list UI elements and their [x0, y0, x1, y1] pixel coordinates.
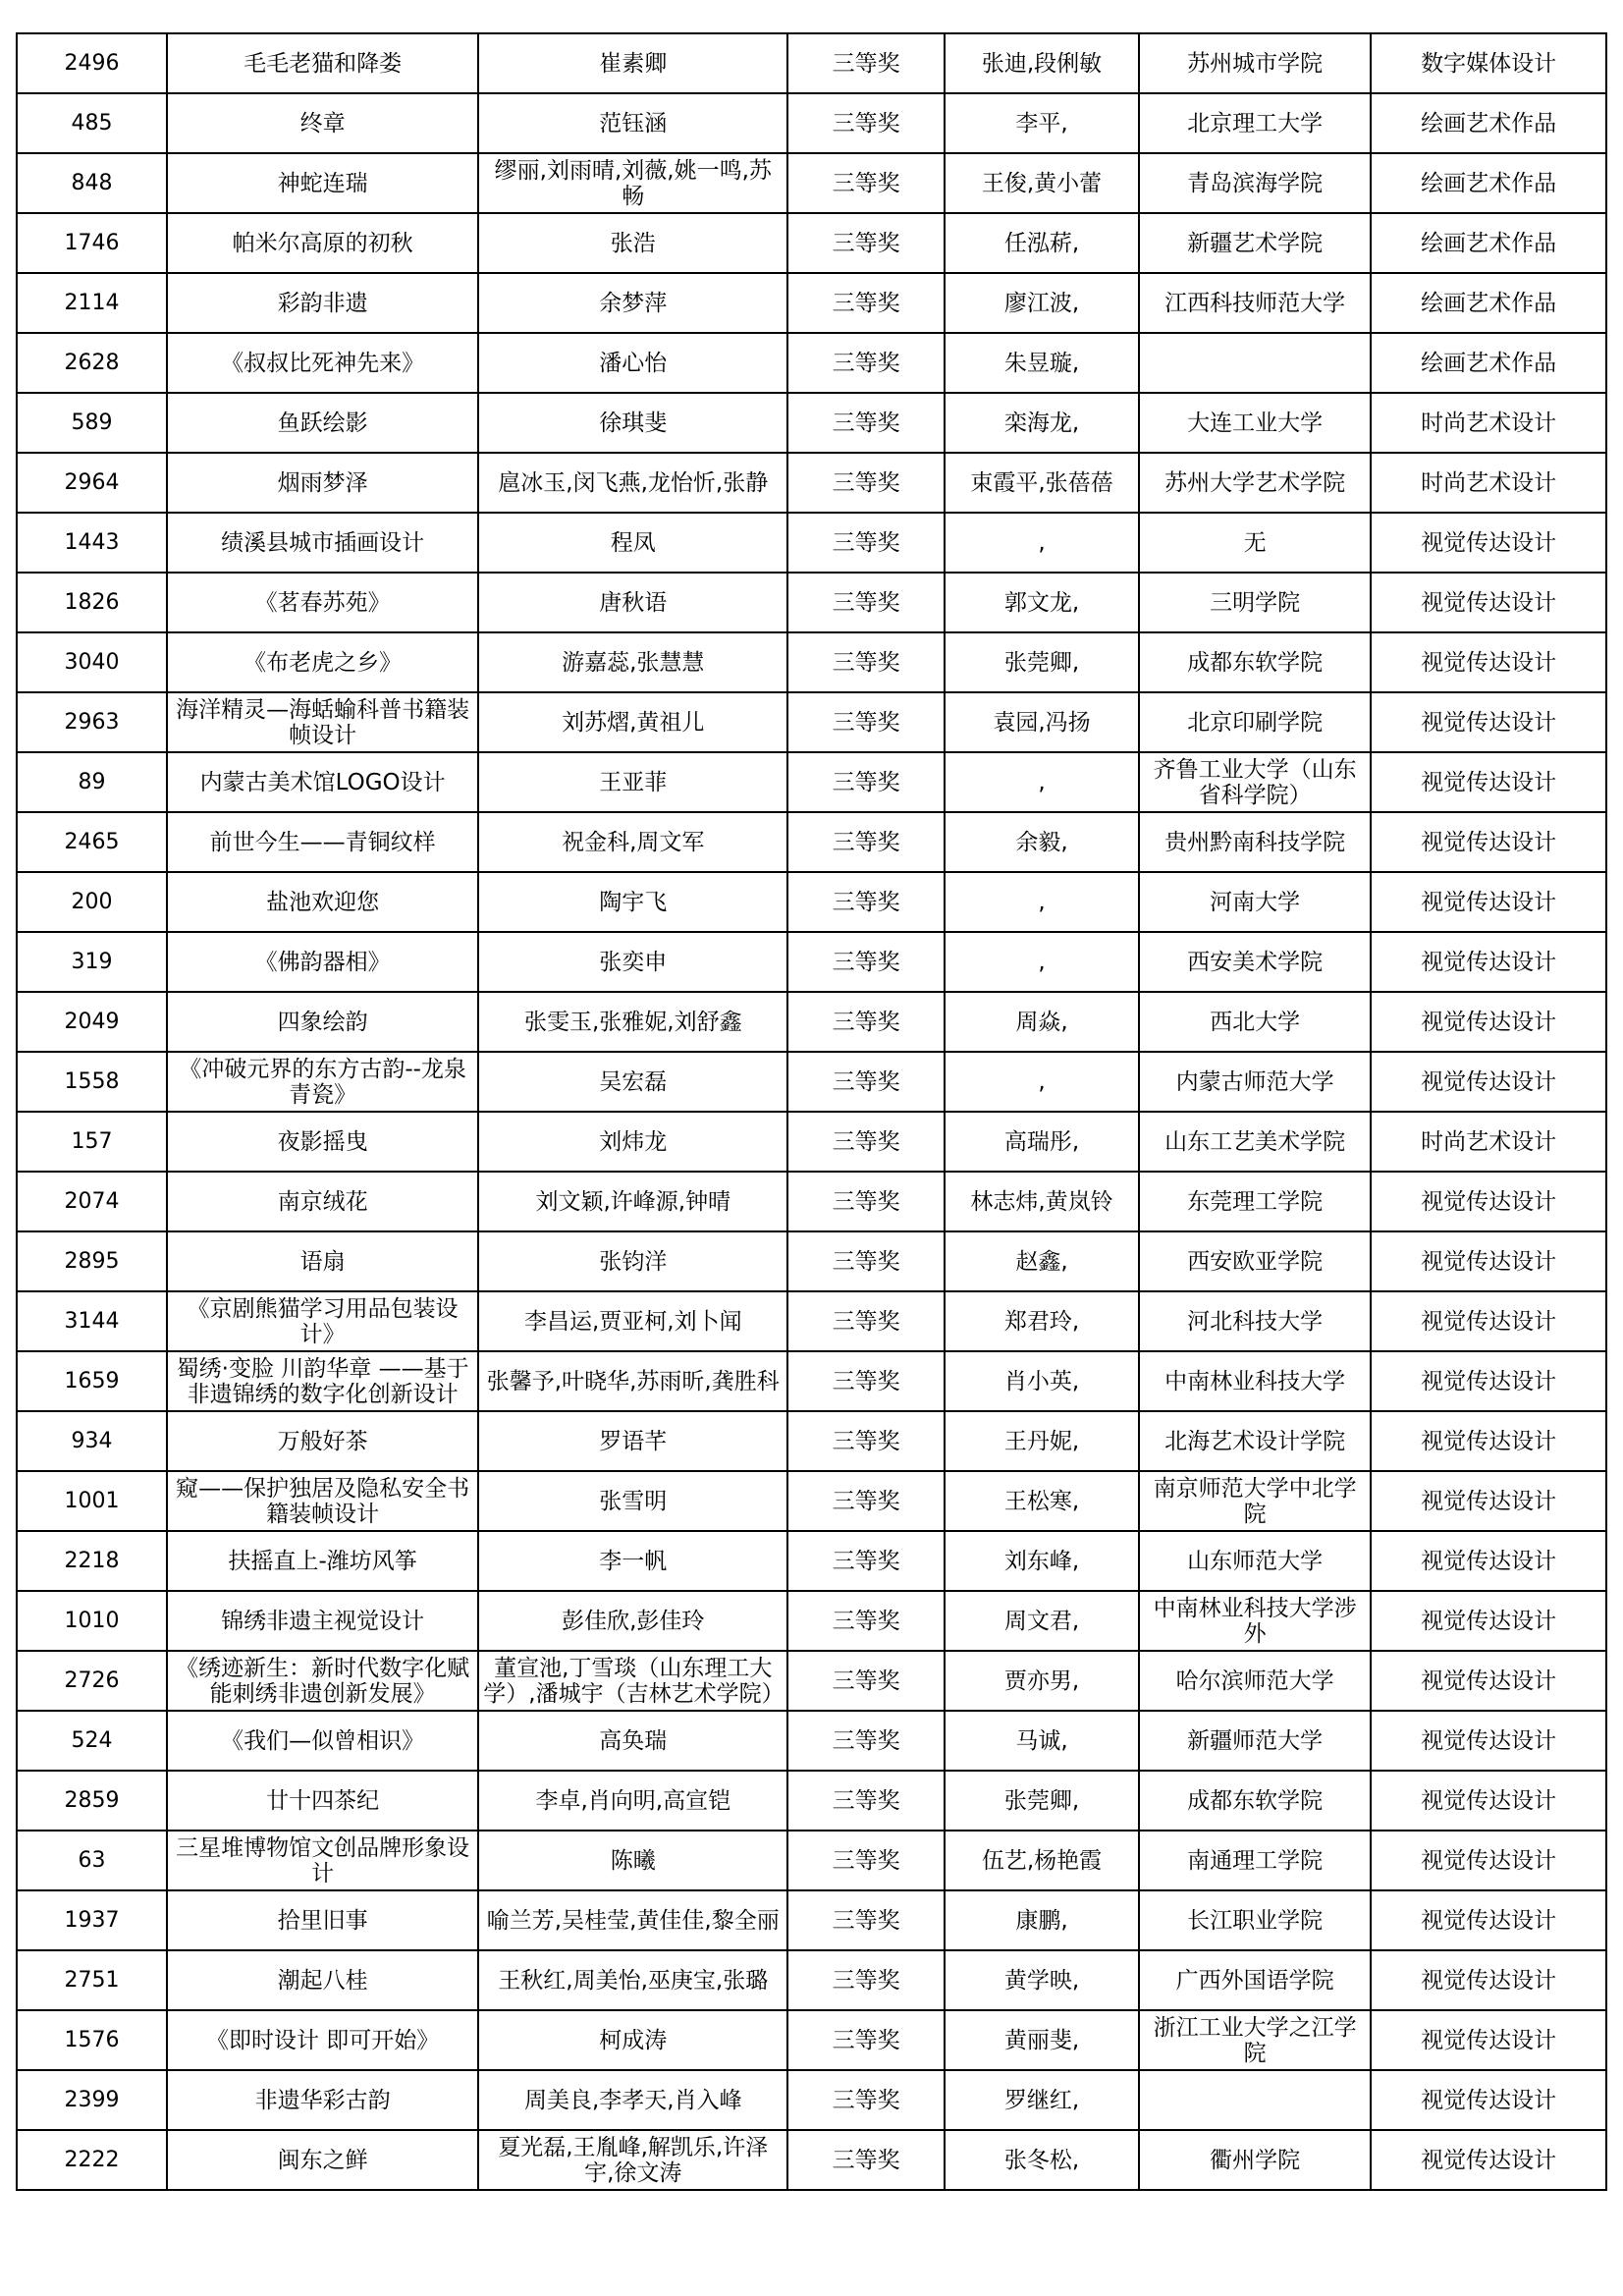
work-title-cell: 前世今生——青铜纹样 — [167, 812, 478, 872]
award-level-cell: 三等奖 — [787, 812, 945, 872]
school-cell: 新疆师范大学 — [1139, 1711, 1371, 1771]
advisors-cell: 张迪,段俐敏 — [945, 33, 1139, 93]
work-title-cell: 南京绒花 — [167, 1172, 478, 1231]
table-row — [17, 1531, 1606, 1591]
award-level-cell: 三等奖 — [787, 1231, 945, 1291]
table-row — [17, 393, 1606, 453]
authors-cell: 扈冰玉,闵飞燕,龙怡忻,张静 — [478, 453, 787, 513]
work-title-cell: 廿十四茶纪 — [167, 1771, 478, 1831]
category-cell: 时尚艺术设计 — [1371, 453, 1606, 513]
table-row — [17, 1471, 1606, 1531]
category-cell: 数字媒体设计 — [1371, 33, 1606, 93]
award-level-cell: 三等奖 — [787, 513, 945, 573]
work-title-cell: 窥——保护独居及隐私安全书籍装帧设计 — [167, 1471, 478, 1531]
category-cell: 绘画艺术作品 — [1371, 93, 1606, 153]
work-title-cell: 盐池欢迎您 — [167, 872, 478, 932]
category-cell: 视觉传达设计 — [1371, 692, 1606, 752]
authors-cell: 余梦萍 — [478, 273, 787, 333]
entry-id-cell: 1746 — [17, 213, 167, 273]
work-title-cell: 烟雨梦泽 — [167, 453, 478, 513]
advisors-cell: 高瑞彤, — [945, 1112, 1139, 1172]
award-level-cell: 三等奖 — [787, 1890, 945, 1950]
table-row — [17, 1950, 1606, 2010]
work-title-cell: 扶摇直上-潍坊风筝 — [167, 1531, 478, 1591]
table-body — [17, 33, 1606, 2190]
advisors-cell: 王俊,黄小蕾 — [945, 153, 1139, 213]
advisors-cell: 余毅, — [945, 812, 1139, 872]
school-cell: 衢州学院 — [1139, 2130, 1371, 2190]
school-cell — [1139, 2070, 1371, 2130]
entry-id-cell: 1443 — [17, 513, 167, 573]
school-cell: 新疆艺术学院 — [1139, 213, 1371, 273]
category-cell: 视觉传达设计 — [1371, 1771, 1606, 1831]
table-row — [17, 453, 1606, 513]
school-cell: 山东工艺美术学院 — [1139, 1112, 1371, 1172]
authors-cell: 范钰涵 — [478, 93, 787, 153]
table-row — [17, 213, 1606, 273]
advisors-cell: 黄学映, — [945, 1950, 1139, 2010]
work-title-cell: 《我们—似曾相识》 — [167, 1711, 478, 1771]
authors-cell: 王秋红,周美怡,巫庚宝,张璐 — [478, 1950, 787, 2010]
award-level-cell: 三等奖 — [787, 1052, 945, 1112]
award-level-cell: 三等奖 — [787, 573, 945, 632]
authors-cell: 张钧洋 — [478, 1231, 787, 1291]
table-row — [17, 33, 1606, 93]
authors-cell: 祝金科,周文军 — [478, 812, 787, 872]
table-row — [17, 333, 1606, 393]
school-cell: 苏州大学艺术学院 — [1139, 453, 1371, 513]
category-cell: 视觉传达设计 — [1371, 632, 1606, 692]
award-level-cell: 三等奖 — [787, 1711, 945, 1771]
award-level-cell: 三等奖 — [787, 1950, 945, 2010]
authors-cell: 张雪明 — [478, 1471, 787, 1531]
authors-cell: 刘苏熠,黄祖儿 — [478, 692, 787, 752]
entry-id-cell: 1010 — [17, 1591, 167, 1651]
school-cell: 南京师范大学中北学院 — [1139, 1471, 1371, 1531]
entry-id-cell: 3144 — [17, 1291, 167, 1351]
table-row — [17, 513, 1606, 573]
category-cell: 视觉传达设计 — [1371, 1890, 1606, 1950]
entry-id-cell: 589 — [17, 393, 167, 453]
entry-id-cell: 1826 — [17, 573, 167, 632]
entry-id-cell: 63 — [17, 1831, 167, 1890]
entry-id-cell: 2628 — [17, 333, 167, 393]
advisors-cell: 林志炜,黄岚铃 — [945, 1172, 1139, 1231]
table-row — [17, 2010, 1606, 2070]
work-title-cell: 锦绣非遗主视觉设计 — [167, 1591, 478, 1651]
award-level-cell: 三等奖 — [787, 1651, 945, 1711]
table-row — [17, 1172, 1606, 1231]
category-cell: 视觉传达设计 — [1371, 752, 1606, 812]
table-row — [17, 812, 1606, 872]
advisors-cell: 康鹏, — [945, 1890, 1139, 1950]
authors-cell: 潘心怡 — [478, 333, 787, 393]
table-row — [17, 93, 1606, 153]
authors-cell: 喻兰芳,吴桂莹,黄佳佳,黎全丽 — [478, 1890, 787, 1950]
entry-id-cell: 1558 — [17, 1052, 167, 1112]
school-cell: 三明学院 — [1139, 573, 1371, 632]
work-title-cell: 《冲破元界的东方古韵--龙泉青瓷》 — [167, 1052, 478, 1112]
award-level-cell: 三等奖 — [787, 393, 945, 453]
work-title-cell: 《即时设计 即可开始》 — [167, 2010, 478, 2070]
authors-cell: 李卓,肖向明,高宣铠 — [478, 1771, 787, 1831]
category-cell: 视觉传达设计 — [1371, 2070, 1606, 2130]
entry-id-cell: 2751 — [17, 1950, 167, 2010]
table-row — [17, 1591, 1606, 1651]
authors-cell: 张奕申 — [478, 932, 787, 992]
table-row — [17, 1351, 1606, 1411]
advisors-cell: 袁园,冯扬 — [945, 692, 1139, 752]
award-level-cell: 三等奖 — [787, 273, 945, 333]
award-level-cell: 三等奖 — [787, 2070, 945, 2130]
advisors-cell: 贾亦男, — [945, 1651, 1139, 1711]
authors-cell: 陈曦 — [478, 1831, 787, 1890]
category-cell: 视觉传达设计 — [1371, 1950, 1606, 2010]
work-title-cell: 万般好茶 — [167, 1411, 478, 1471]
advisors-cell: 张莞卿, — [945, 1771, 1139, 1831]
school-cell: 北京理工大学 — [1139, 93, 1371, 153]
award-level-cell: 三等奖 — [787, 1771, 945, 1831]
authors-cell: 张馨予,叶晓华,苏雨昕,龚胜科 — [478, 1351, 787, 1411]
authors-cell: 罗语芊 — [478, 1411, 787, 1471]
work-title-cell: 三星堆博物馆文创品牌形象设计 — [167, 1831, 478, 1890]
entry-id-cell: 2895 — [17, 1231, 167, 1291]
table-row — [17, 1112, 1606, 1172]
award-level-cell: 三等奖 — [787, 872, 945, 932]
school-cell: 青岛滨海学院 — [1139, 153, 1371, 213]
table-row — [17, 632, 1606, 692]
entry-id-cell: 157 — [17, 1112, 167, 1172]
category-cell: 视觉传达设计 — [1371, 513, 1606, 573]
entry-id-cell: 2218 — [17, 1531, 167, 1591]
advisors-cell: 周文君, — [945, 1591, 1139, 1651]
award-table — [16, 32, 1607, 2191]
authors-cell: 陶宇飞 — [478, 872, 787, 932]
school-cell: 山东师范大学 — [1139, 1531, 1371, 1591]
entry-id-cell: 2074 — [17, 1172, 167, 1231]
category-cell: 视觉传达设计 — [1371, 2130, 1606, 2190]
entry-id-cell: 524 — [17, 1711, 167, 1771]
entry-id-cell: 1576 — [17, 2010, 167, 2070]
award-level-cell: 三等奖 — [787, 752, 945, 812]
advisors-cell: , — [945, 872, 1139, 932]
school-cell — [1139, 333, 1371, 393]
category-cell: 绘画艺术作品 — [1371, 273, 1606, 333]
entry-id-cell: 2114 — [17, 273, 167, 333]
school-cell: 长江职业学院 — [1139, 1890, 1371, 1950]
authors-cell: 李昌运,贾亚柯,刘卜闻 — [478, 1291, 787, 1351]
authors-cell: 缪丽,刘雨晴,刘薇,姚一鸣,苏畅 — [478, 153, 787, 213]
work-title-cell: 终章 — [167, 93, 478, 153]
work-title-cell: 四象绘韵 — [167, 992, 478, 1052]
entry-id-cell: 2496 — [17, 33, 167, 93]
category-cell: 视觉传达设计 — [1371, 1711, 1606, 1771]
school-cell: 浙江工业大学之江学院 — [1139, 2010, 1371, 2070]
work-title-cell: 《绣迹新生：新时代数字化赋能刺绣非遗创新发展》 — [167, 1651, 478, 1711]
table-row — [17, 992, 1606, 1052]
school-cell: 南通理工学院 — [1139, 1831, 1371, 1890]
authors-cell: 唐秋语 — [478, 573, 787, 632]
advisors-cell: 周焱, — [945, 992, 1139, 1052]
table-row — [17, 1771, 1606, 1831]
advisors-cell: 张莞卿, — [945, 632, 1139, 692]
table-row — [17, 1231, 1606, 1291]
category-cell: 视觉传达设计 — [1371, 1471, 1606, 1531]
award-level-cell: 三等奖 — [787, 213, 945, 273]
category-cell: 视觉传达设计 — [1371, 1531, 1606, 1591]
advisors-cell: 赵鑫, — [945, 1231, 1139, 1291]
advisors-cell: 肖小英, — [945, 1351, 1139, 1411]
entry-id-cell: 934 — [17, 1411, 167, 1471]
school-cell: 哈尔滨师范大学 — [1139, 1651, 1371, 1711]
authors-cell: 柯成涛 — [478, 2010, 787, 2070]
work-title-cell: 彩韵非遗 — [167, 273, 478, 333]
table-row — [17, 1890, 1606, 1950]
table-row — [17, 692, 1606, 752]
entry-id-cell: 2049 — [17, 992, 167, 1052]
award-level-cell: 三等奖 — [787, 1531, 945, 1591]
school-cell: 贵州黔南科技学院 — [1139, 812, 1371, 872]
advisors-cell: 栾海龙, — [945, 393, 1139, 453]
entry-id-cell: 1659 — [17, 1351, 167, 1411]
category-cell: 视觉传达设计 — [1371, 1052, 1606, 1112]
category-cell: 视觉传达设计 — [1371, 1591, 1606, 1651]
table-row — [17, 153, 1606, 213]
work-title-cell: 内蒙古美术馆LOGO设计 — [167, 752, 478, 812]
entry-id-cell: 319 — [17, 932, 167, 992]
award-level-cell: 三等奖 — [787, 1411, 945, 1471]
authors-cell: 崔素卿 — [478, 33, 787, 93]
advisors-cell: 罗继红, — [945, 2070, 1139, 2130]
award-level-cell: 三等奖 — [787, 1471, 945, 1531]
advisors-cell: 黄丽斐, — [945, 2010, 1139, 2070]
work-title-cell: 《叔叔比死神先来》 — [167, 333, 478, 393]
award-level-cell: 三等奖 — [787, 1291, 945, 1351]
advisors-cell: 任泓菥, — [945, 213, 1139, 273]
entry-id-cell: 2964 — [17, 453, 167, 513]
entry-id-cell: 2222 — [17, 2130, 167, 2190]
school-cell: 西北大学 — [1139, 992, 1371, 1052]
work-title-cell: 拾里旧事 — [167, 1890, 478, 1950]
work-title-cell: 夜影摇曳 — [167, 1112, 478, 1172]
category-cell: 视觉传达设计 — [1371, 1651, 1606, 1711]
entry-id-cell: 2963 — [17, 692, 167, 752]
table-row — [17, 1291, 1606, 1351]
award-level-cell: 三等奖 — [787, 632, 945, 692]
work-title-cell: 《布老虎之乡》 — [167, 632, 478, 692]
work-title-cell: 《佛韵器相》 — [167, 932, 478, 992]
advisors-cell: 王松寒, — [945, 1471, 1139, 1531]
advisors-cell: 王丹妮, — [945, 1411, 1139, 1471]
work-title-cell: 《京剧熊猫学习用品包装设计》 — [167, 1291, 478, 1351]
category-cell: 时尚艺术设计 — [1371, 393, 1606, 453]
table-row — [17, 752, 1606, 812]
award-level-cell: 三等奖 — [787, 1351, 945, 1411]
entry-id-cell: 200 — [17, 872, 167, 932]
award-level-cell: 三等奖 — [787, 453, 945, 513]
school-cell: 东莞理工学院 — [1139, 1172, 1371, 1231]
school-cell: 河北科技大学 — [1139, 1291, 1371, 1351]
category-cell: 视觉传达设计 — [1371, 1831, 1606, 1890]
advisors-cell: 朱昱璇, — [945, 333, 1139, 393]
school-cell: 西安欧亚学院 — [1139, 1231, 1371, 1291]
table-row — [17, 932, 1606, 992]
category-cell: 绘画艺术作品 — [1371, 213, 1606, 273]
work-title-cell: 闽东之鲜 — [167, 2130, 478, 2190]
entry-id-cell: 89 — [17, 752, 167, 812]
entry-id-cell: 1937 — [17, 1890, 167, 1950]
category-cell: 视觉传达设计 — [1371, 1291, 1606, 1351]
work-title-cell: 潮起八桂 — [167, 1950, 478, 2010]
school-cell: 江西科技师范大学 — [1139, 273, 1371, 333]
category-cell: 视觉传达设计 — [1371, 573, 1606, 632]
work-title-cell: 海洋精灵—海蛞蝓科普书籍装帧设计 — [167, 692, 478, 752]
work-title-cell: 非遗华彩古韵 — [167, 2070, 478, 2130]
authors-cell: 吴宏磊 — [478, 1052, 787, 1112]
award-level-cell: 三等奖 — [787, 1591, 945, 1651]
advisors-cell: 郑君玲, — [945, 1291, 1139, 1351]
work-title-cell: 毛毛老猫和降娄 — [167, 33, 478, 93]
category-cell: 视觉传达设计 — [1371, 1231, 1606, 1291]
advisors-cell: , — [945, 513, 1139, 573]
category-cell: 视觉传达设计 — [1371, 1351, 1606, 1411]
award-level-cell: 三等奖 — [787, 93, 945, 153]
table-row — [17, 1831, 1606, 1890]
entry-id-cell: 848 — [17, 153, 167, 213]
table-row — [17, 2070, 1606, 2130]
school-cell: 北京印刷学院 — [1139, 692, 1371, 752]
advisors-cell: 李平, — [945, 93, 1139, 153]
category-cell: 视觉传达设计 — [1371, 1172, 1606, 1231]
school-cell: 北海艺术设计学院 — [1139, 1411, 1371, 1471]
entry-id-cell: 2399 — [17, 2070, 167, 2130]
school-cell: 齐鲁工业大学（山东省科学院） — [1139, 752, 1371, 812]
table-row — [17, 1651, 1606, 1711]
work-title-cell: 绩溪县城市插画设计 — [167, 513, 478, 573]
school-cell: 中南林业科技大学涉外 — [1139, 1591, 1371, 1651]
award-level-cell: 三等奖 — [787, 1831, 945, 1890]
entry-id-cell: 2726 — [17, 1651, 167, 1711]
authors-cell: 彭佳欣,彭佳玲 — [478, 1591, 787, 1651]
school-cell: 成都东软学院 — [1139, 632, 1371, 692]
work-title-cell: 鱼跃绘影 — [167, 393, 478, 453]
table-row — [17, 1711, 1606, 1771]
category-cell: 视觉传达设计 — [1371, 1411, 1606, 1471]
entry-id-cell: 485 — [17, 93, 167, 153]
award-level-cell: 三等奖 — [787, 153, 945, 213]
school-cell: 中南林业科技大学 — [1139, 1351, 1371, 1411]
advisors-cell: , — [945, 752, 1139, 812]
authors-cell: 徐琪斐 — [478, 393, 787, 453]
award-level-cell: 三等奖 — [787, 33, 945, 93]
category-cell: 时尚艺术设计 — [1371, 1112, 1606, 1172]
table-row — [17, 1411, 1606, 1471]
category-cell: 视觉传达设计 — [1371, 2010, 1606, 2070]
table-row — [17, 573, 1606, 632]
category-cell: 绘画艺术作品 — [1371, 153, 1606, 213]
school-cell: 大连工业大学 — [1139, 393, 1371, 453]
award-level-cell: 三等奖 — [787, 692, 945, 752]
award-level-cell: 三等奖 — [787, 1112, 945, 1172]
work-title-cell: 蜀绣·变脸 川韵华章 ——基于非遗锦绣的数字化创新设计 — [167, 1351, 478, 1411]
authors-cell: 张雯玉,张雅妮,刘舒鑫 — [478, 992, 787, 1052]
authors-cell: 张浩 — [478, 213, 787, 273]
work-title-cell: 神蛇连瑞 — [167, 153, 478, 213]
school-cell: 成都东软学院 — [1139, 1771, 1371, 1831]
advisors-cell: 郭文龙, — [945, 573, 1139, 632]
advisors-cell: 马诚, — [945, 1711, 1139, 1771]
award-level-cell: 三等奖 — [787, 2010, 945, 2070]
authors-cell: 董宣池,丁雪琰（山东理工大学）,潘城宇（吉林艺术学院） — [478, 1651, 787, 1711]
advisors-cell: 廖江波, — [945, 273, 1139, 333]
award-level-cell: 三等奖 — [787, 932, 945, 992]
advisors-cell: 张冬松, — [945, 2130, 1139, 2190]
work-title-cell: 《茗春苏苑》 — [167, 573, 478, 632]
authors-cell: 周美良,李孝天,肖入峰 — [478, 2070, 787, 2130]
work-title-cell: 帕米尔高原的初秋 — [167, 213, 478, 273]
category-cell: 视觉传达设计 — [1371, 932, 1606, 992]
entry-id-cell: 3040 — [17, 632, 167, 692]
advisors-cell: 刘东峰, — [945, 1531, 1139, 1591]
authors-cell: 李一帆 — [478, 1531, 787, 1591]
authors-cell: 程凤 — [478, 513, 787, 573]
school-cell: 西安美术学院 — [1139, 932, 1371, 992]
category-cell: 视觉传达设计 — [1371, 812, 1606, 872]
advisors-cell: 束霞平,张蓓蓓 — [945, 453, 1139, 513]
table-row — [17, 872, 1606, 932]
category-cell: 绘画艺术作品 — [1371, 333, 1606, 393]
award-level-cell: 三等奖 — [787, 2130, 945, 2190]
authors-cell: 刘炜龙 — [478, 1112, 787, 1172]
entry-id-cell: 2859 — [17, 1771, 167, 1831]
advisors-cell: , — [945, 1052, 1139, 1112]
school-cell: 广西外国语学院 — [1139, 1950, 1371, 2010]
table-row — [17, 2130, 1606, 2190]
authors-cell: 夏光磊,王胤峰,解凯乐,许泽宇,徐文涛 — [478, 2130, 787, 2190]
award-level-cell: 三等奖 — [787, 992, 945, 1052]
category-cell: 视觉传达设计 — [1371, 872, 1606, 932]
authors-cell: 刘文颖,许峰源,钟晴 — [478, 1172, 787, 1231]
school-cell: 内蒙古师范大学 — [1139, 1052, 1371, 1112]
award-level-cell: 三等奖 — [787, 333, 945, 393]
advisors-cell: 伍艺,杨艳霞 — [945, 1831, 1139, 1890]
authors-cell: 游嘉蕊,张慧慧 — [478, 632, 787, 692]
authors-cell: 高奂瑞 — [478, 1711, 787, 1771]
table-row — [17, 273, 1606, 333]
entry-id-cell: 1001 — [17, 1471, 167, 1531]
entry-id-cell: 2465 — [17, 812, 167, 872]
advisors-cell: , — [945, 932, 1139, 992]
award-level-cell: 三等奖 — [787, 1172, 945, 1231]
table-row — [17, 1052, 1606, 1112]
school-cell: 苏州城市学院 — [1139, 33, 1371, 93]
authors-cell: 王亚菲 — [478, 752, 787, 812]
school-cell: 无 — [1139, 513, 1371, 573]
category-cell: 视觉传达设计 — [1371, 992, 1606, 1052]
work-title-cell: 语扇 — [167, 1231, 478, 1291]
school-cell: 河南大学 — [1139, 872, 1371, 932]
